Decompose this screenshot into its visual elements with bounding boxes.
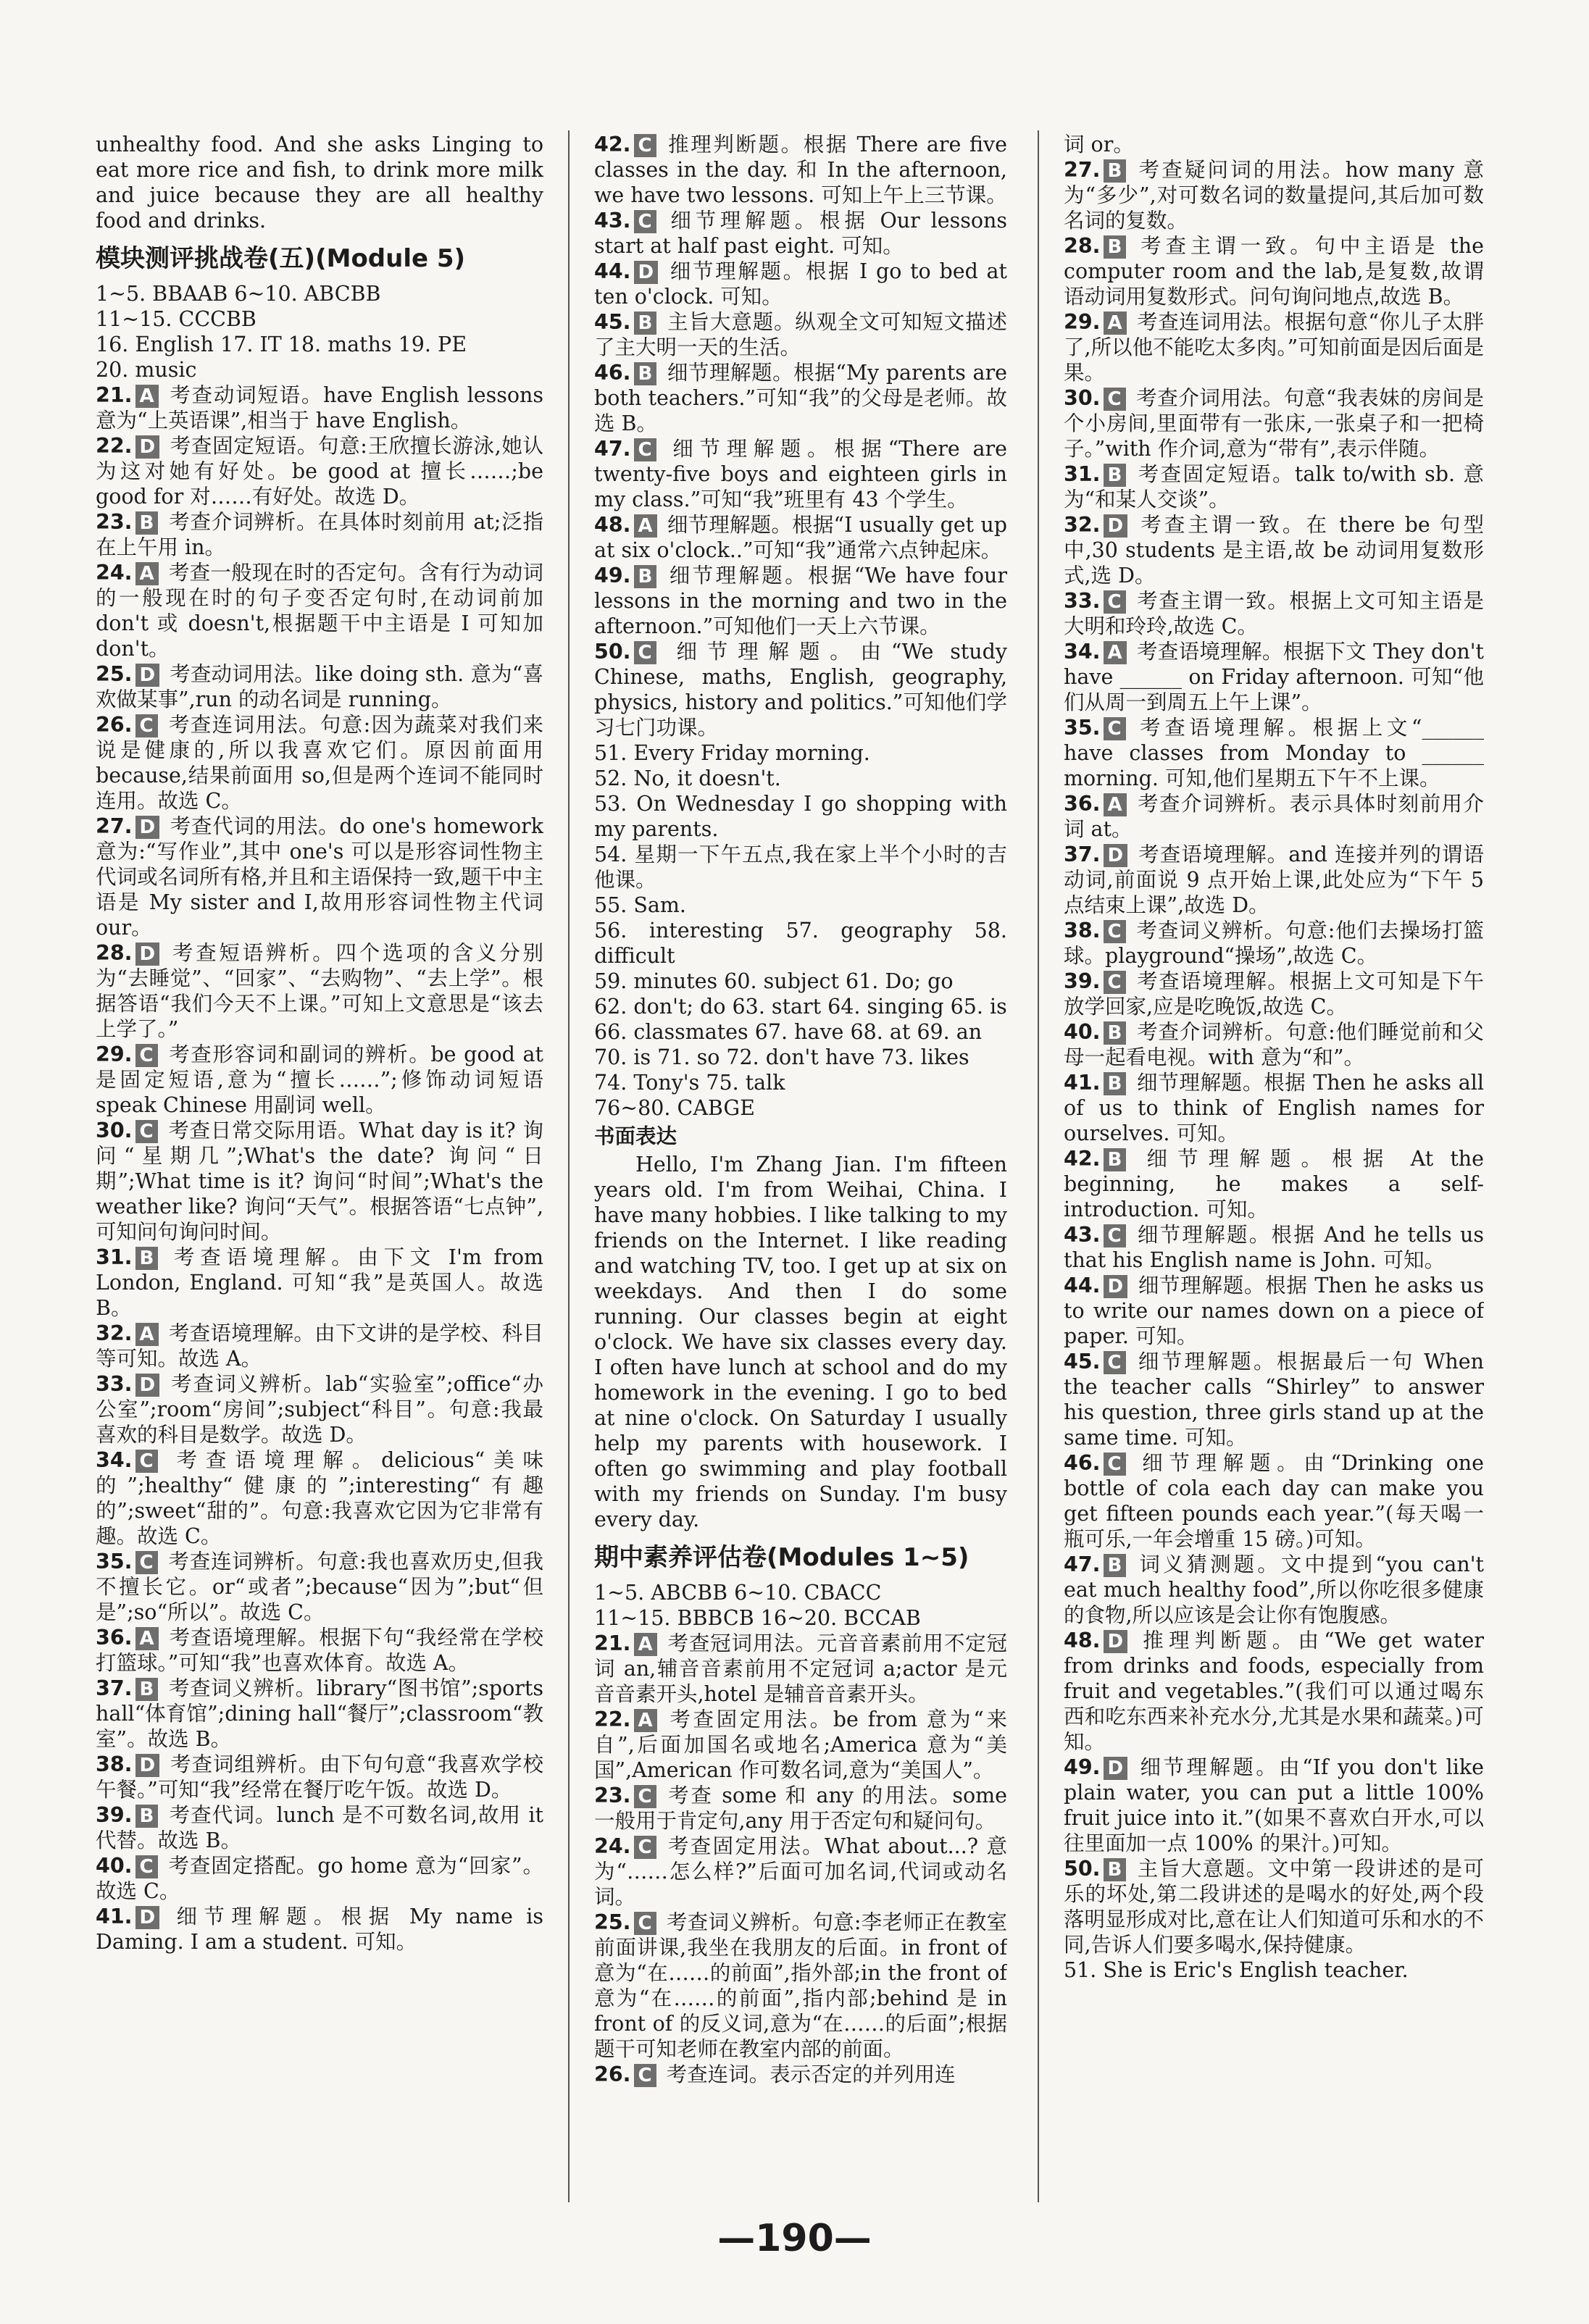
explanation-text: 细节理解题。根据 My name is Daming. I am a student. 可知。 [96, 1905, 543, 1954]
question-number: 31. [96, 1245, 133, 1269]
explanation-text: 考查语境理解。由下文讲的是学校、科目等可知。故选 A。 [96, 1321, 543, 1371]
answer-key-badge: C [634, 2064, 656, 2087]
explanation-text: 考查 some 和 any 的用法。some 一般用于肯定句,any 用于否定句和疑问句。 [594, 1784, 1007, 1833]
section-title: 期中素养评估卷(Modules 1~5) [594, 1543, 969, 1572]
explanation-text: 考查语境理解。and 连接并列的谓语动词,前面说 9 点开始上课,此处应为“下午 5 点结束上课”,故选 D。 [1064, 843, 1484, 917]
answer-entry [96, 814, 543, 940]
answer-entry [594, 639, 1007, 740]
answer-entry [1064, 309, 1484, 385]
answer-entry [594, 436, 1007, 512]
answer-key-badge: C [1104, 920, 1126, 943]
answer-key-badge: A [135, 385, 159, 408]
answer-key-badge: D [135, 664, 160, 687]
answer-entry [1064, 969, 1484, 1019]
answer-entry [96, 712, 543, 814]
answer-entry [1064, 918, 1484, 969]
question-number: 37. [96, 1676, 133, 1700]
explanation-text: 细节理解题。根据 Our lessons start at half past eight. 可知。 [594, 209, 1007, 258]
question-number: 36. [96, 1626, 133, 1650]
explanation-text: 考查动词短语。have English lessons 意为“上英语课”,相当于 have English。 [96, 383, 543, 432]
answer-key-badge: D [634, 261, 659, 284]
question-number: 41. [1064, 1071, 1101, 1095]
answer-key-badge: C [634, 134, 656, 157]
answer-entry [594, 1910, 1007, 2062]
question-number: 47. [1064, 1552, 1101, 1576]
answer-key-badge: D [1104, 1757, 1128, 1780]
question-number: 36. [1064, 792, 1101, 816]
answer-line: 59. minutes 60. subject 61. Do; go [594, 969, 954, 993]
answer-line: 51. Every Friday morning. [594, 741, 870, 765]
answer-key-badge: A [634, 514, 657, 538]
answer-line: 66. classmates 67. have 68. at 69. an [594, 1020, 983, 1044]
explanation-text: 考查代词的用法。do one's homework 意为:“写作业”,其中 one's 可以是形容词性物主代词或名词所有格,并且和主语保持一致,题干中主语是 My sister and I,故用形容词性物主代词 our。 [96, 814, 543, 940]
answer-key-badge: C [1104, 1452, 1126, 1476]
question-number: 39. [96, 1803, 133, 1827]
answer-entry [96, 940, 543, 1042]
answer-key-badge: C [1104, 1224, 1126, 1247]
question-number: 33. [96, 1372, 133, 1396]
question-number: 21. [96, 383, 133, 407]
question-number: 42. [594, 133, 631, 156]
answer-line: 20. music [96, 358, 197, 382]
continued-text: 词 or。 [1064, 133, 1134, 156]
answer-key-badge: B [1104, 159, 1127, 183]
question-number: 48. [594, 513, 631, 537]
question-number: 29. [1064, 310, 1101, 334]
answer-line: 1~5. ABCBB 6~10. CBACC [594, 1581, 882, 1605]
question-number: 21. [594, 1631, 631, 1655]
explanation-text: 考查固定搭配。go home 意为“回家”。故选 C。 [96, 1854, 543, 1903]
explanation-text: 考查介词用法。句意“我表妹的房间是个小房间,里面带有一张床,一张桌子和一把椅子。”with 作介词,意为“带有”,表示伴随。 [1064, 386, 1484, 461]
question-number: 43. [594, 209, 631, 233]
explanation-text: 细节理解题。根据 At the beginning, he makes a self-introduction. 可知。 [1064, 1147, 1484, 1221]
answer-line: 51. She is Eric's English teacher. [1064, 1958, 1409, 1982]
explanation-text: 主旨大意题。文中第一段讲述的是可乐的坏处,第二段讲述的是喝水的好处,两个段落明显形成对比,意在让人们知道可乐和水的不同,告诉人们要多喝水,保持健康。 [1064, 1857, 1484, 1957]
answer-entry [1064, 1450, 1484, 1552]
question-number: 45. [1064, 1350, 1101, 1374]
answer-entry [594, 259, 1007, 309]
answer-line: 16. English 17. IT 18. maths 19. PE [96, 333, 467, 356]
answer-key-badge: C [1104, 388, 1126, 411]
question-number: 27. [96, 814, 133, 838]
answer-key-badge: D [1104, 1275, 1128, 1298]
answer-entry [594, 1834, 1007, 1910]
question-number: 32. [96, 1321, 133, 1345]
explanation-text: 考查语境理解。根据下句“我经常在学校打篮球。”可知“我”也喜欢体育。故选 A。 [96, 1626, 543, 1675]
answer-key-badge: B [634, 362, 657, 385]
answer-line: 55. Sam. [594, 893, 686, 917]
question-number: 38. [96, 1752, 133, 1776]
answer-entry [96, 1447, 543, 1549]
answer-key-badge: B [634, 312, 657, 335]
explanation-text: 细节理解题。根据“My parents are both teachers.”可知“我”的父母是老师。故选 B。 [594, 361, 1007, 435]
writing-label: 书面表达 [594, 1124, 677, 1148]
answer-entry [96, 1904, 543, 1955]
answer-entry [1064, 1755, 1484, 1856]
explanation-text: 考查一般现在时的否定句。含有行为动词的一般现在时的句子变否定句时,在动词前加 don't 或 doesn't,根据题干中主语是 I 可知加 don't。 [96, 561, 543, 661]
explanation-text: 考查冠词用法。元音音素前用不定冠词 an,辅音音素前用不定冠词 a;actor 是元音音素开头,hotel 是辅音音素开头。 [594, 1631, 1007, 1706]
explanation-text: 考查连词用法。根据句意“你儿子太胖了,所以他不能吃太多肉。”可知前面是因后面是果。 [1064, 310, 1484, 385]
question-number: 29. [96, 1042, 133, 1066]
answer-entry [96, 1802, 543, 1853]
answer-key-badge: C [634, 1912, 656, 1935]
question-number: 28. [1064, 234, 1101, 258]
answer-entry [1064, 461, 1484, 512]
answer-key-badge: A [634, 1709, 657, 1732]
answer-key-badge: D [1104, 844, 1128, 867]
answer-entry [96, 1676, 543, 1752]
answer-entry [594, 1783, 1007, 1834]
answer-entry [1064, 1146, 1484, 1222]
answer-key-badge: B [135, 1805, 159, 1828]
question-number: 25. [96, 662, 133, 686]
answer-entry [594, 208, 1007, 259]
question-number: 50. [594, 640, 631, 664]
question-number: 40. [1064, 1020, 1101, 1044]
question-number: 32. [1064, 513, 1101, 537]
explanation-text: 考查语境理解。由下文 I'm from London, England. 可知“我”是英国人。故选 B。 [96, 1245, 543, 1320]
answer-key-badge: B [135, 1247, 159, 1270]
essay-text: Hello, I'm Zhang Jian. I'm fifteen years old. I'm from Weihai, China. I have many hobbies. I like talking to my friends on the Internet. I like reading and watching TV, too. I get up at six on weekdays. And then I do some running. Our classes begin at eight o'clock. We have six classes every day. I often have lunch at school and do my homework in the evening. I go to bed at nine o'clock. On Saturday I usually help my parents with housework. I often go swimming and play football with my friends on Sunday. I'm busy every day. [594, 1153, 1007, 1531]
answer-line: 54. 星期一下午五点,我在家上半个小时的吉他课。 [594, 843, 1007, 892]
answer-key-badge: D [1104, 1630, 1128, 1653]
explanation-text: 考查词组辨析。由下句句意“我喜欢学校午餐。”可知“我”经常在餐厅吃午饭。故选 D。 [96, 1752, 543, 1802]
question-number: 44. [1064, 1274, 1101, 1297]
answer-entry [96, 1118, 543, 1245]
explanation-text: 细节理解题。根据 Then he asks all of us to think of English names for ourselves. 可知。 [1064, 1071, 1484, 1145]
answer-key-badge: A [1104, 641, 1127, 664]
answer-entry [1064, 1273, 1484, 1349]
explanation-text: 考查固定短语。talk to/with sb. 意为“和某人交谈”。 [1064, 462, 1484, 511]
question-number: 30. [1064, 386, 1101, 410]
answer-line: 76~80. CABGE [594, 1096, 755, 1120]
answer-key-badge: D [135, 1754, 160, 1777]
question-number: 40. [96, 1854, 133, 1878]
answer-line: 11~15. BBBCB 16~20. BCCAB [594, 1606, 921, 1630]
explanation-text: 考查代词。lunch 是不可数名词,故用 it 代替。故选 B。 [96, 1803, 543, 1852]
explanation-text: 考查连词辨析。句意:我也喜欢历史,但我不擅长它。or“或者”;because“因为”;but“但是”;so“所以”。故选 C。 [96, 1550, 543, 1624]
answer-entry [1064, 233, 1484, 309]
answer-key-badge: A [1104, 312, 1127, 335]
question-number: 30. [96, 1119, 133, 1142]
column-divider-left [568, 130, 570, 2202]
explanation-text: 考查固定用法。be from 意为“来自”,后面加国名或地名;America 意为“美国”,American 作可数名词,意为“美国人”。 [594, 1708, 1007, 1782]
continued-text: unhealthy food. And she asks Linging to eat more rice and fish, to drink more milk and juice because they are all healthy food and drinks. [96, 133, 543, 233]
answer-entry [594, 2062, 1007, 2087]
explanation-text: 细节理解题。根据“We have four lessons in the morning and two in the afternoon.”可知他们一天上六节课。 [594, 564, 1007, 638]
explanation-text: 考查语境理解。根据下文 They don't have ______ on Friday afternoon. 可知“他们从周一到周五上午上课”。 [1064, 640, 1484, 714]
answer-key-badge: C [135, 1120, 158, 1143]
answer-entry [1064, 1856, 1484, 1957]
answer-entry [96, 1752, 543, 1802]
question-number: 31. [1064, 462, 1101, 486]
question-number: 49. [1064, 1755, 1101, 1779]
answer-entry [594, 1631, 1007, 1707]
explanation-text: 考查日常交际用语。What day is it? 询问“星期几”;What's the date? 询问“日期”;What time is it? 询问“时间”;What's the weather like? 询问“天气”。根据答语“七点钟”,可知问句询问时间。 [96, 1119, 543, 1244]
question-number: 46. [594, 361, 631, 385]
question-number: 39. [1064, 969, 1101, 993]
column-3 [1064, 132, 1484, 2189]
explanation-text: 考查词义辨析。lab“实验室”;office“办公室”;room“房间”;subject“科目”。句意:我最喜欢的科目是数学。故选 D。 [96, 1372, 543, 1447]
answer-key-badge: B [1104, 235, 1127, 259]
explanation-text: 考查主谓一致。句中主语是 the computer room and the lab,是复数,故谓语动词用复数形式。问句询问地点,故选 B。 [1064, 234, 1484, 309]
answer-key-badge: B [1104, 1858, 1127, 1881]
answer-entry [594, 360, 1007, 436]
explanation-text: 推理判断题。由“We get water from drinks and foods, especially from fruit and vegetables.”(我们可以通过喝东西和吃东西来补充水分,尤其是水果和蔬菜。)可知。 [1064, 1629, 1484, 1754]
answer-key-badge: D [135, 816, 160, 839]
answer-key-badge: C [135, 1450, 158, 1473]
question-number: 28. [96, 941, 133, 965]
page-number: —190— [717, 2217, 872, 2260]
question-number: 25. [594, 1910, 631, 1934]
explanation-text: 细节理解题。由“We study Chinese, maths, English, geography, physics, history and politics.”可知他们学习七门功课。 [594, 640, 1007, 740]
answer-entry [96, 1321, 543, 1371]
answer-entry [594, 132, 1007, 208]
explanation-text: 考查短语辨析。四个选项的含义分别为“去睡觉”、“回家”、“去购物”、“去上学”。根据答语“我们今天不上课。”可知上文意思是“该去上学了。” [96, 941, 543, 1041]
answer-entry [594, 1707, 1007, 1783]
explanation-text: 细节理解题。根据“I usually get up at six o'clock..”可知“我”通常六点钟起床。 [594, 513, 1007, 562]
explanation-text: 细节理解题。根据“There are twenty-five boys and eighteen girls in my class.”可知“我”班里有 43 个学生。 [594, 437, 1007, 511]
question-number: 24. [96, 561, 133, 585]
answer-line: 1~5. BBAAB 6~10. ABCBB [96, 282, 381, 306]
answer-line: 56. interesting 57. geography 58. difficult [594, 919, 1007, 968]
answer-entry [594, 563, 1007, 639]
answer-line: 70. is 71. so 72. don't have 73. likes [594, 1045, 969, 1069]
answer-entry [96, 1549, 543, 1625]
explanation-text: 考查语境理解。delicious“美味的”;healthy“健康的”;interesting“有趣的”;sweet“甜的”。句意:我喜欢它因为它非常有趣。故选 C。 [96, 1448, 543, 1548]
question-number: 41. [96, 1905, 133, 1928]
question-number: 22. [594, 1708, 631, 1731]
explanation-text: 细节理解题。根据 Then he asks us to write our names down on a piece of paper. 可知。 [1064, 1274, 1484, 1348]
answer-key-badge: D [135, 942, 160, 966]
explanation-text: 考查词义辨析。library“图书馆”;sports hall“体育馆”;dining hall“餐厅”;classroom“教室”。故选 B。 [96, 1676, 543, 1751]
answer-key-badge: C [135, 1044, 158, 1067]
question-number: 26. [594, 2062, 631, 2086]
explanation-text: 考查介词辨析。在具体时刻前用 at;泛指在上午用 in。 [96, 510, 543, 559]
answer-entry [1064, 512, 1484, 588]
question-number: 27. [1064, 158, 1101, 182]
answer-entry [1064, 1222, 1484, 1273]
question-number: 34. [96, 1448, 133, 1472]
answer-line: 53. On Wednesday I go shopping with my parents. [594, 792, 1007, 841]
explanation-text: 推理判断题。根据 There are five classes in the day. 和 In the afternoon, we have two lessons. 可知上午上三节课。 [594, 133, 1007, 207]
question-number: 42. [1064, 1147, 1101, 1171]
explanation-text: 细节理解题。根据最后一句 When the teacher calls “Shirley” to answer his question, three girls stand up at the same time. 可知。 [1064, 1350, 1484, 1450]
question-number: 35. [1064, 716, 1101, 740]
answer-entry [96, 661, 543, 712]
question-number: 23. [96, 510, 133, 534]
answer-entry [96, 1625, 543, 1676]
explanation-text: 考查固定短语。句意:王欣擅长游泳,她认为这对她有好处。be good at 擅长……;be good for 对……有好处。故选 D。 [96, 434, 543, 509]
answer-entry [1064, 842, 1484, 918]
answer-line: 62. don't; do 63. start 64. singing 65. is [594, 995, 1007, 1019]
explanation-text: 考查语境理解。根据上文“______ have classes from Monday to ______ morning. 可知,他们星期五下午不上课。 [1064, 716, 1484, 790]
answer-key-badge: A [1104, 793, 1127, 816]
answer-entry [96, 1371, 543, 1447]
explanation-text: 考查主谓一致。在 there be 句型中,30 students 是主语,故 be 动词用复数形式,选 D。 [1064, 513, 1484, 588]
answer-entry [1064, 1349, 1484, 1450]
column-2 [594, 132, 1007, 2189]
explanation-text: 考查连词。表示否定的并列用连 [666, 2062, 956, 2086]
answer-key-badge: A [135, 1323, 159, 1346]
answer-entry [1064, 791, 1484, 842]
question-number: 45. [594, 310, 631, 334]
answer-entry [96, 509, 543, 560]
answer-key-badge: D [1104, 514, 1128, 538]
question-number: 35. [96, 1550, 133, 1573]
answer-key-badge: B [135, 1678, 159, 1701]
question-number: 44. [594, 259, 631, 283]
answer-entry [96, 433, 543, 509]
question-number: 38. [1064, 919, 1101, 942]
explanation-text: 考查疑问词的用法。how many 意为“多少”,对可数名词的数量提问,其后加可数名词的复数。 [1064, 158, 1484, 233]
answer-entry [1064, 385, 1484, 461]
answer-key-badge: C [1104, 717, 1126, 740]
answer-key-badge: C [1104, 971, 1126, 994]
answer-key-badge: B [1104, 1072, 1127, 1095]
question-number: 26. [96, 713, 133, 737]
column-divider-right [1038, 130, 1039, 2202]
answer-entry [1064, 639, 1484, 715]
answer-key-badge: B [1104, 1021, 1127, 1045]
explanation-text: 细节理解题。由“If you don't like plain water, you can put a little 100% fruit juice into it.”(如果不喜欢白开水,可以往里面加一点 100% 的果汁。)可知。 [1064, 1755, 1484, 1855]
answer-key-badge: C [634, 438, 656, 461]
answer-key-badge: D [135, 435, 160, 459]
answer-key-badge: C [634, 1785, 656, 1808]
answer-key-badge: B [135, 511, 159, 535]
answer-entry [96, 1245, 543, 1321]
answer-entry [96, 1853, 543, 1904]
answer-entry [96, 560, 543, 661]
answer-key-badge: A [135, 562, 159, 585]
explanation-text: 考查词义辨析。句意:李老师正在教室前面讲课,我坐在我朋友的后面。in front of 意为“在……的前面”,指外部;in the front of 意为“在……的前面”,指内部;behind 是 in front of 的反义词,意为“在……的后面”;根据题干可知老师在教室内部的前面。 [594, 1910, 1007, 2061]
answer-key-badge: C [634, 210, 656, 233]
question-number: 46. [1064, 1451, 1101, 1475]
explanation-text: 考查词义辨析。句意:他们去操场打篮球。playground“操场”,故选 C。 [1064, 919, 1484, 968]
answer-key-badge: C [1104, 1351, 1126, 1374]
answer-entry [1064, 1070, 1484, 1146]
answer-entry [1064, 715, 1484, 791]
question-number: 23. [594, 1784, 631, 1807]
explanation-text: 细节理解题。由“Drinking one bottle of cola each day can make you get fifteen pounds each year.”(每天喝一瓶可乐,一年会增重 15 磅。)可知。 [1064, 1451, 1484, 1551]
answer-entry [96, 383, 543, 433]
answer-line: 52. No, it doesn't. [594, 766, 781, 790]
answer-entry [1064, 588, 1484, 639]
question-number: 49. [594, 564, 631, 588]
answer-line: 11~15. CCCBB [96, 307, 257, 331]
answer-key-badge: C [634, 641, 656, 664]
question-number: 22. [96, 434, 133, 458]
explanation-text: 考查主谓一致。根据上文可知主语是大明和玲玲,故选 C。 [1064, 589, 1484, 638]
question-number: 24. [594, 1834, 631, 1858]
explanation-text: 考查动词用法。like doing sth. 意为“喜欢做某事”,run 的动名词是 running。 [96, 662, 543, 711]
answer-key-badge: C [135, 714, 158, 737]
answer-key-badge: C [1104, 590, 1126, 614]
question-number: 34. [1064, 640, 1101, 664]
answer-entry [594, 512, 1007, 563]
answer-entry [1064, 1019, 1484, 1070]
explanation-text: 细节理解题。根据 And he tells us that his English name is John. 可知。 [1064, 1223, 1484, 1272]
explanation-text: 主旨大意题。纵观全文可知短文描述了主大明一天的生活。 [594, 310, 1007, 359]
answer-key-badge: D [135, 1906, 160, 1929]
answer-entry [96, 1042, 543, 1118]
explanation-text: 词义猜测题。文中提到“you can't eat much healthy food”,所以你吃很多健康的食物,所以应该是会让你有饱腹感。 [1064, 1552, 1484, 1627]
explanation-text: 考查连词用法。句意:因为蔬菜对我们来说是健康的,所以我喜欢它们。原因前面用 because,结果前面用 so,但是两个连词不能同时连用。故选 C。 [96, 713, 543, 813]
answer-entry [1064, 1628, 1484, 1755]
column-1 [96, 132, 543, 2189]
answer-key-badge: B [1104, 464, 1127, 487]
explanation-text: 考查固定用法。What about...? 意为“……怎么样?”后面可加名词,代词或动名词。 [594, 1834, 1007, 1909]
answer-key-badge: C [135, 1551, 158, 1574]
answer-key-badge: C [135, 1855, 158, 1878]
section-title: 模块测评挑战卷(五)(Module 5) [96, 244, 466, 273]
answer-key-badge: A [634, 1633, 657, 1656]
answer-entry [594, 309, 1007, 360]
explanation-text: 考查介词辨析。句意:他们睡觉前和父母一起看电视。with 意为“和”。 [1064, 1020, 1484, 1069]
question-number: 47. [594, 437, 631, 461]
explanation-text: 考查介词辨析。表示具体时刻前用介词 at。 [1064, 792, 1484, 841]
explanation-text: 考查语境理解。根据上文可知是下午放学回家,应是吃晚饭,故选 C。 [1064, 969, 1484, 1019]
answer-entry [1064, 1552, 1484, 1628]
answer-key-badge: C [634, 1836, 656, 1859]
answer-key-badge: B [1104, 1554, 1127, 1577]
question-number: 43. [1064, 1223, 1101, 1247]
explanation-text: 考查形容词和副词的辨析。be good at 是固定短语,意为“擅长……”;修饰动词短语 speak Chinese 用副词 well。 [96, 1042, 543, 1117]
answer-entry [1064, 157, 1484, 233]
answer-key-badge: B [634, 565, 657, 588]
question-number: 37. [1064, 843, 1101, 866]
question-number: 48. [1064, 1629, 1101, 1652]
answer-key-badge: A [135, 1627, 159, 1650]
answer-key-badge: D [135, 1374, 160, 1397]
question-number: 33. [1064, 589, 1101, 613]
answer-key-badge: B [1104, 1148, 1127, 1171]
explanation-text: 细节理解题。根据 I go to bed at ten o'clock. 可知。 [594, 259, 1007, 309]
question-number: 50. [1064, 1857, 1101, 1881]
answer-line: 74. Tony's 75. talk [594, 1071, 785, 1095]
